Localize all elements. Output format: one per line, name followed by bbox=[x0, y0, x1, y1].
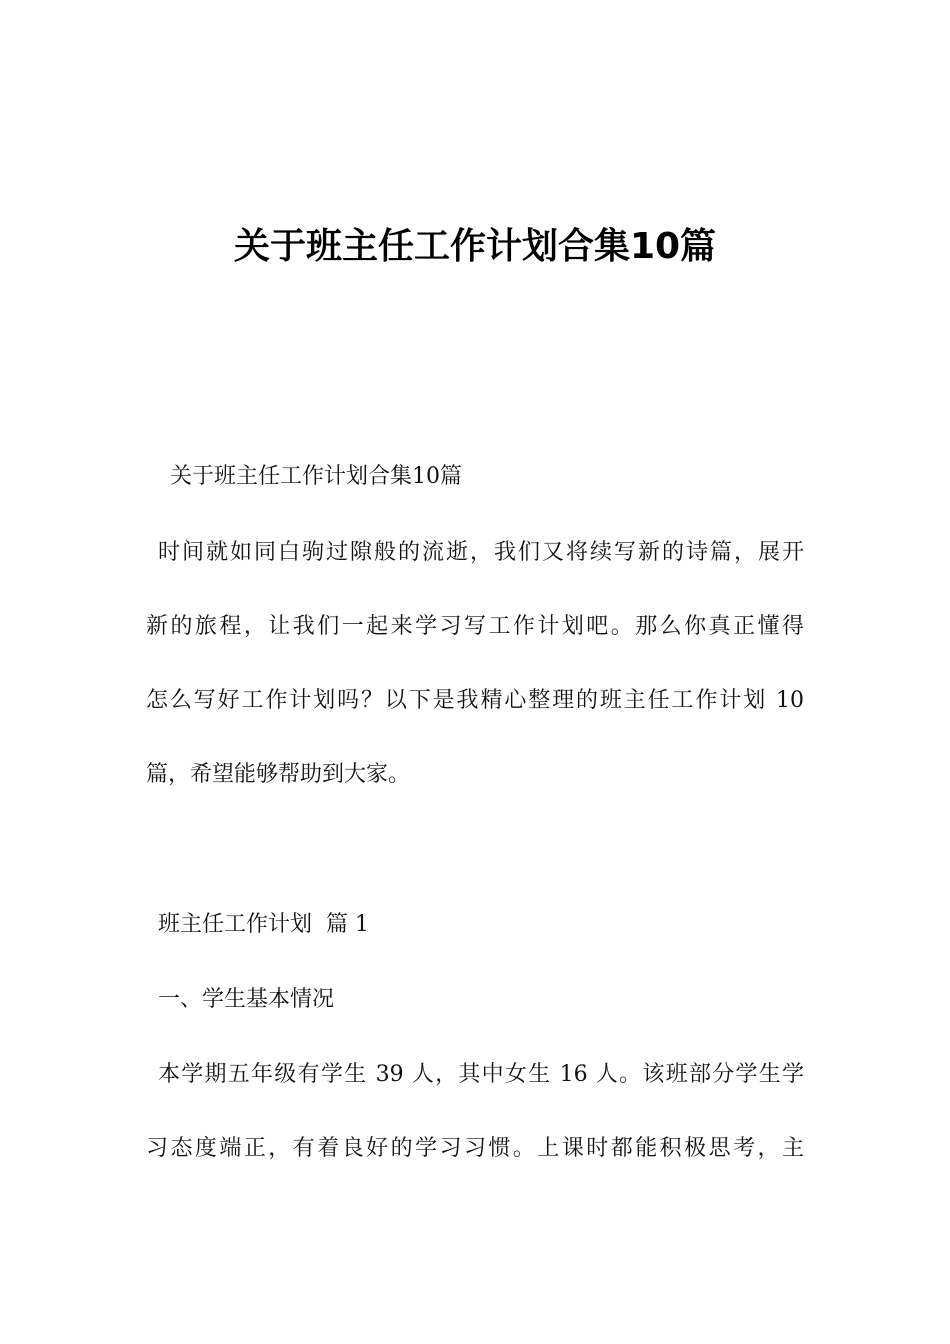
document-subtitle: 关于班主任工作计划合集10篇 bbox=[170, 464, 462, 489]
intro-line: 怎么写好工作计划吗？以下是我精心整理的班主任工作计划 10 bbox=[146, 688, 804, 713]
subsection-heading: 一、学生基本情况 bbox=[158, 987, 335, 1012]
intro-line: 时间就如同白驹过隙般的流逝，我们又将续写新的诗篇，展开 bbox=[158, 540, 804, 565]
section-heading: 班主任工作计划 篇 1 bbox=[158, 912, 369, 937]
document-title: 关于班主任工作计划合集10篇 bbox=[233, 226, 717, 267]
body-line: 本学期五年级有学生 39 人，其中女生 16 人。该班部分学生学 bbox=[158, 1062, 804, 1087]
body-line: 习态度端正，有着良好的学习习惯。上课时都能积极思考，主 bbox=[146, 1136, 804, 1161]
intro-line: 篇，希望能够帮助到大家。 bbox=[146, 762, 411, 787]
intro-line: 新的旅程，让我们一起来学习写工作计划吧。那么你真正懂得 bbox=[146, 614, 804, 639]
